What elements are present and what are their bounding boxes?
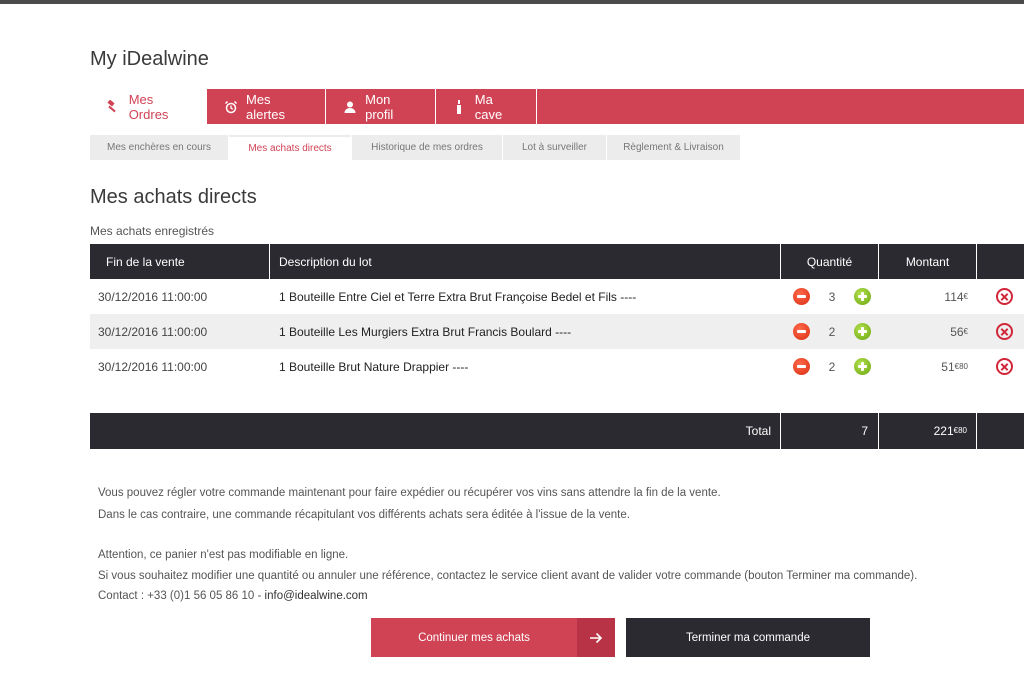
continue-shopping-button[interactable]: [371, 618, 615, 657]
sub-tabs: [90, 135, 741, 160]
row-description: 1 Bouteille Entre Ciel et Terre Extra Brut Françoise Bedel et Fils ----: [279, 289, 637, 304]
finish-order-button[interactable]: Terminer ma commande: [626, 618, 870, 657]
tab-ma-cave[interactable]: [436, 89, 537, 124]
alarm-clock-icon: [223, 99, 238, 115]
contact-email-link[interactable]: info@idealwine.com: [264, 590, 368, 602]
section-subtitle: Mes achats enregistrés: [90, 224, 215, 238]
info-text: Si vous souhaitez modifier une quantité ou annuler une référence, contactez le service client avant de valider votre commande (bouton Terminer ma commande).: [98, 570, 918, 582]
header-amount: Montant: [879, 244, 977, 279]
header-description: Description du lot: [270, 244, 781, 279]
tab-mes-ordres[interactable]: [90, 89, 207, 124]
info-text: Dans le cas contraire, une commande récapitulant vos différents achats sera éditée à l'issue de la vente.: [98, 509, 630, 521]
table-total-row: [90, 413, 1024, 449]
continue-label: Continuer mes achats: [418, 631, 530, 644]
main-tabs: [90, 89, 1024, 124]
table-row: [90, 279, 1024, 314]
arrow-right-icon: [577, 618, 615, 657]
row-quantity: [793, 314, 877, 349]
quantity-value: 2: [828, 359, 836, 374]
remove-icon[interactable]: [996, 288, 1013, 305]
top-strip: [0, 0, 1024, 4]
row-date: 30/12/2016 11:00:00: [98, 359, 208, 374]
amount-int: 114: [944, 289, 964, 304]
minus-icon[interactable]: [793, 323, 810, 340]
quantity-value: 2: [828, 324, 836, 339]
table-row: [90, 314, 1024, 349]
contact-phone: Contact : +33 (0)1 56 05 86 10 -: [98, 590, 265, 602]
tab-label: Ma cave: [474, 91, 503, 122]
tab-label: Mon profil: [365, 91, 394, 122]
total-empty-cell: [977, 413, 1024, 449]
section-title: Mes achats directs: [90, 186, 257, 208]
quantity-value: 3: [828, 289, 836, 304]
tab-label: Mes alertes: [246, 91, 286, 122]
row-date: 30/12/2016 11:00:00: [98, 324, 208, 339]
header-fin: Fin de la vente: [90, 244, 270, 279]
table-row: [90, 349, 1024, 384]
total-amount: 221 €80: [879, 413, 977, 449]
tab-label: Mes Ordres: [128, 91, 169, 122]
tab-mon-profil[interactable]: [326, 89, 436, 124]
row-actions: [993, 349, 1015, 384]
row-description: 1 Bouteille Les Murgiers Extra Brut Francis Boulard ----: [279, 324, 572, 339]
remove-icon[interactable]: [996, 323, 1013, 340]
row-amount: 114 €: [944, 289, 968, 304]
total-amount-int: 221: [933, 424, 954, 438]
user-icon: [342, 99, 357, 115]
row-actions: [993, 314, 1015, 349]
row-quantity: [793, 349, 877, 384]
total-quantity: 7: [781, 413, 879, 449]
row-description: 1 Bouteille Brut Nature Drappier ----: [279, 359, 469, 374]
row-amount: 56 €: [950, 324, 968, 339]
contact-line: [98, 590, 368, 602]
remove-icon[interactable]: [996, 358, 1013, 375]
gavel-icon: [106, 99, 121, 115]
subtab-encheres[interactable]: Mes enchères en cours: [90, 135, 228, 160]
subtab-lot-surveiller[interactable]: Lot à surveiller: [503, 135, 606, 160]
bottle-icon: [452, 99, 467, 115]
info-text: Vous pouvez régler votre commande maintenant pour faire expédier ou récupérer vos vins sans attendre la fin de la vente.: [98, 487, 721, 499]
row-date: 30/12/2016 11:00:00: [98, 289, 208, 304]
plus-icon[interactable]: [854, 323, 871, 340]
page-title: My iDealwine: [90, 48, 209, 70]
header-quantity: Quantité: [781, 244, 879, 279]
subtab-reglement[interactable]: Règlement & Livraison: [607, 135, 740, 160]
amount-int: 51: [941, 359, 955, 374]
row-quantity: [793, 279, 877, 314]
subtab-historique[interactable]: Historique de mes ordres: [352, 135, 502, 160]
row-actions: [993, 279, 1015, 314]
subtab-achats-directs[interactable]: Mes achats directs: [229, 135, 351, 160]
plus-icon[interactable]: [854, 358, 871, 375]
amount-int: 56: [950, 324, 964, 339]
row-amount: 51 €80: [941, 359, 968, 374]
table-header: [90, 244, 1024, 279]
header-actions: [977, 244, 1024, 279]
tab-mes-alertes[interactable]: [207, 89, 326, 124]
total-label: Total: [90, 413, 781, 449]
plus-icon[interactable]: [854, 288, 871, 305]
minus-icon[interactable]: [793, 288, 810, 305]
minus-icon[interactable]: [793, 358, 810, 375]
info-text: Attention, ce panier n'est pas modifiable en ligne.: [98, 549, 349, 561]
